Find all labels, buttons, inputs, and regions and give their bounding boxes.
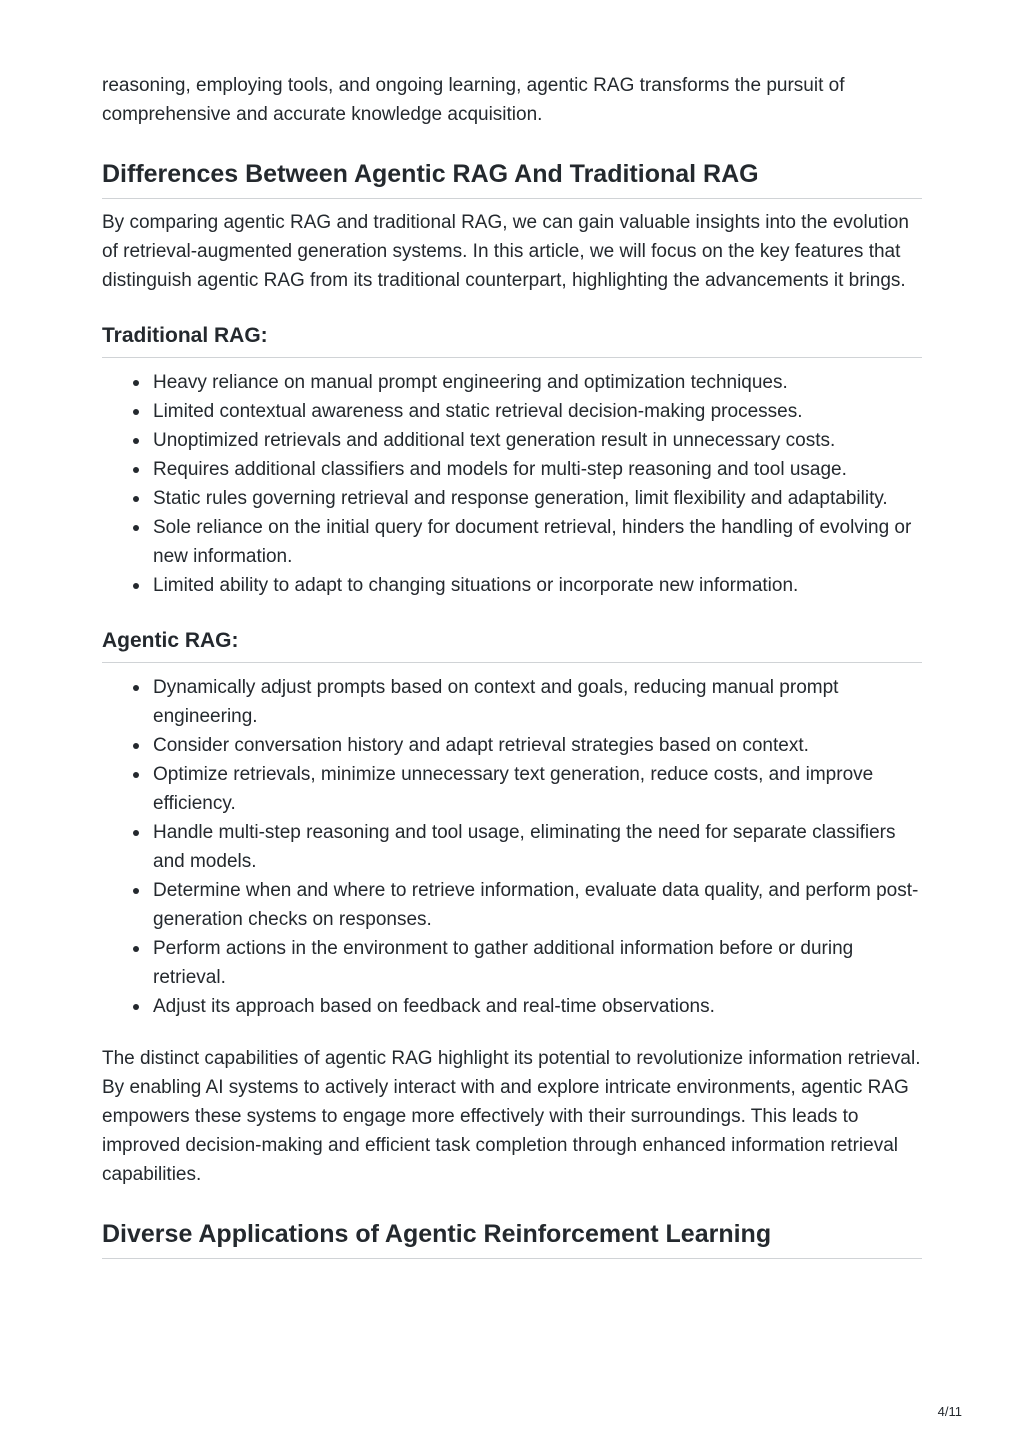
list-item: Limited ability to adapt to changing situations or incorporate new information.: [102, 571, 922, 600]
page-number: 4/11: [937, 1404, 962, 1419]
list-item: Consider conversation history and adapt retrieval strategies based on context.: [102, 731, 922, 760]
list-item: Limited contextual awareness and static retrieval decision-making processes.: [102, 397, 922, 426]
agentic-rag-list: [102, 673, 922, 1021]
section-heading-applications: Diverse Applications of Agentic Reinforcement Learning: [102, 1218, 922, 1259]
list-item: Adjust its approach based on feedback and real-time observations.: [102, 992, 922, 1021]
traditional-rag-list: [102, 368, 922, 600]
list-item: Optimize retrievals, minimize unnecessary text generation, reduce costs, and improve efficiency.: [102, 760, 922, 818]
section-heading-differences: Differences Between Agentic RAG And Traditional RAG: [102, 158, 922, 199]
list-item: Perform actions in the environment to gather additional information before or during retrieval.: [102, 934, 922, 992]
list-item: Unoptimized retrievals and additional text generation result in unnecessary costs.: [102, 426, 922, 455]
differences-paragraph: By comparing agentic RAG and traditional RAG, we can gain valuable insights into the evolution of retrieval-augmented generation systems. In this article, we will focus on the key features that distinguish agentic RAG from its traditional counterpart, highlighting the advancements it brings.: [102, 212, 909, 291]
intro-paragraph: reasoning, employing tools, and ongoing learning, agentic RAG transforms the pursuit of comprehensive and accurate knowledge acquisition.: [102, 75, 845, 125]
closing-paragraph: The distinct capabilities of agentic RAG highlight its potential to revolutionize information retrieval. By enabling AI systems to actively interact with and explore intricate environments, agentic RAG empowers these systems to engage more effectively with their surroundings. This leads to improved decision-making and efficient task completion through enhanced information retrieval capabilities.: [102, 1048, 921, 1185]
list-item: Dynamically adjust prompts based on context and goals, reducing manual prompt engineering.: [102, 673, 922, 731]
document-page: [102, 71, 922, 1259]
list-item: Heavy reliance on manual prompt engineering and optimization techniques.: [102, 368, 922, 397]
list-item: Static rules governing retrieval and response generation, limit flexibility and adaptability.: [102, 484, 922, 513]
list-item: Sole reliance on the initial query for document retrieval, hinders the handling of evolving or new information.: [102, 513, 922, 571]
list-item: Determine when and where to retrieve information, evaluate data quality, and perform post-generation checks on responses.: [102, 876, 922, 934]
list-item: Handle multi-step reasoning and tool usage, eliminating the need for separate classifiers and models.: [102, 818, 922, 876]
subheading-traditional-rag: Traditional RAG:: [102, 322, 922, 358]
list-item: Requires additional classifiers and models for multi-step reasoning and tool usage.: [102, 455, 922, 484]
subheading-agentic-rag: Agentic RAG:: [102, 627, 922, 663]
